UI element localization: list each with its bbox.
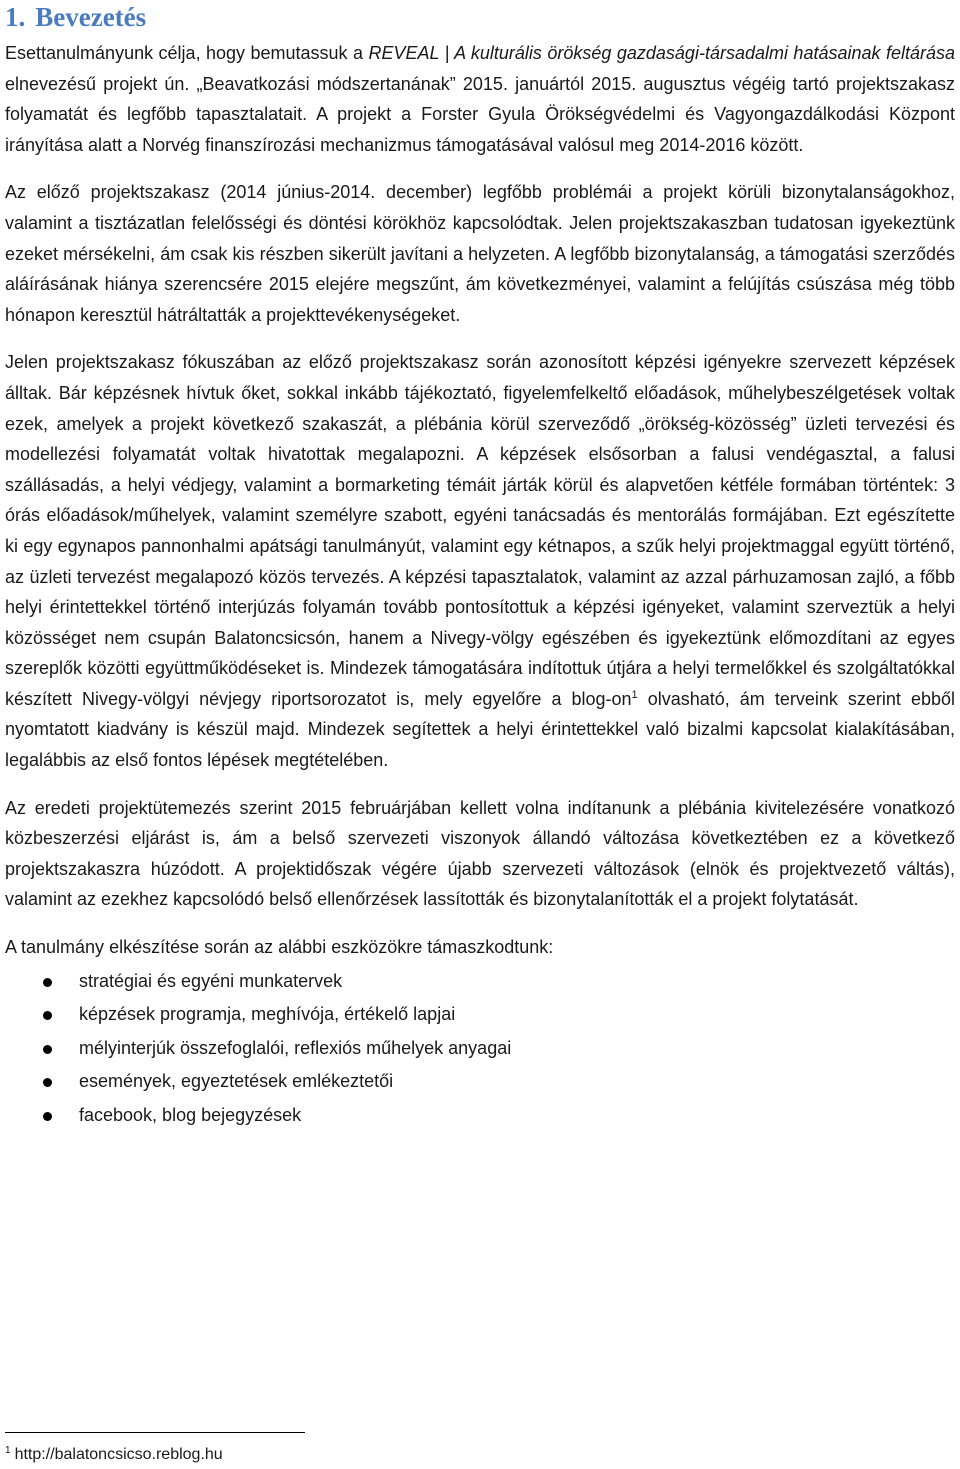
list-item-text: facebook, blog bejegyzések: [79, 1105, 302, 1125]
project-title-italic: REVEAL | A kulturális örökség gazdasági-társadalmi hatásainak feltárása: [368, 43, 955, 63]
paragraph-schedule: Az eredeti projektütemezés szerint 2015 februárjában kellett volna indítanunk a plébánia kivitelezésére vonatkozó közbeszerzési eljárást is, ám a belső szervezeti viszonyok állandó változása következtében ez a következő projektszakaszra húzódott. A projektidőszak végére újabb szervezeti változások (elnök és projektvezető váltás), valamint az ezekhez kapcsolódó belső ellenőrzések lassították és bizonytalanították el a projekt folytatását.: [5, 797, 955, 910]
paragraph-purpose-text-b: elnevezésű projekt ún. „Beavatkozási módszertanának” 2015. januártól 2015. augusztus végéig tartó projektszakasz folyamatát és legfőbb tapasztalatait. A projekt a Forster Gyula Örökségvédelmi és Vagyongazdálkodási Központ irányítása alatt a Norvég finanszírozási mechanizmus támogatásával valósul meg 2014-2016 között.: [5, 73, 955, 155]
tools-list: [5, 965, 955, 1133]
bullet-icon: [43, 1078, 52, 1087]
bullet-icon: [43, 1011, 52, 1020]
list-item: [5, 1065, 955, 1099]
footnote: [5, 1444, 223, 1466]
footnote-link[interactable]: http://balatoncsicso.reblog.hu: [14, 1446, 223, 1463]
section-number: 1.: [5, 2, 26, 32]
list-item: [5, 998, 955, 1032]
footnote-reference: 1: [631, 688, 638, 701]
paragraph-purpose: [5, 38, 955, 160]
bullet-icon: [43, 978, 52, 987]
paragraph-trainings-text-a: Jelen projektszakasz fókuszában az előző projektszakasz során azonosított képzési igényekre szervezett képzések álltak. Bár képzésnek hívtuk őket, sokkal inkább tájékoztató, figyelemfelkeltő előadások, műhelybeszélgetések voltak ezek, amelyek a projekt következő szakaszát, a plébánia körül szerveződő „örökség-közösség” üzleti tervezési és modellezési folyamatát voltak hivatottak megalapozni. A képzések elsősorban a falusi vendégasztal, a falusi szállásadás, a helyi védjegy, valamint a bormarketing témáit járták körül és alapvetően kétféle formában történtek: 3 órás előadások/műhelyek, valamint személyre szabott, egyéni tanácsadás és mentorálás formájában. Ezt egészítette ki egy egynapos pannonhalmi apátsági tanulmányút, valamint egy kétnapos, a szűk helyi projektmaggal együtt történő, az üzleti tervezést megalapozó közös tervezés. A képzési tapasztalatok, valamint az azzal párhuzamosan zajló, a főbb helyi érintettekkel történő interjúzás folyamán tovább pontosítottuk a képzési igényeket, valamint szerveztük a helyi közösséget nem csupán Balatoncsicsón, hanem a Nivegy-völgy egészében és igyekeztünk előmozdítani az egyes szereplők közötti együttműködéseket is. Mindezek támogatására indítottuk útjára a helyi termelőkkel és szolgáltatókkal készített Nivegy-völgyi névjegy riportsorozatot is, mely egyelőre a blog-on: [5, 352, 955, 709]
section-heading: [5, 0, 955, 38]
list-item: [5, 1099, 955, 1133]
footnote-divider: [5, 1432, 305, 1433]
bullet-icon: [43, 1112, 52, 1121]
paragraph-trainings-text-b: olvasható, ám terveink szerint ebből nyomtatott kiadvány is készül majd. Mindezek segítettek a helyi érintettekkel való bizalmi kapcsolat kialakításában, legalábbis az első fontos lépések megtételében.: [5, 688, 955, 771]
document-page: [5, 0, 955, 1133]
list-item-text: mélyinterjúk összefoglalói, reflexiós műhelyek anyagai: [79, 1037, 512, 1058]
list-item: [5, 965, 955, 999]
list-item-text: képzések programja, meghívója, értékelő lapjai: [79, 1004, 456, 1025]
footnote-number: 1: [5, 1445, 11, 1456]
paragraph-trainings: [5, 347, 955, 775]
list-item-text: stratégiai és egyéni munkatervek: [79, 970, 343, 991]
list-item: [5, 1032, 955, 1066]
list-item-text: események, egyeztetések emlékeztetői: [79, 1071, 394, 1092]
section-title: Bevezetés: [35, 2, 147, 32]
bullet-icon: [43, 1045, 52, 1054]
paragraph-previous-phase: Az előző projektszakasz (2014 június-2014. december) legfőbb problémái a projekt körüli bizonytalanságokhoz, valamint a tisztázatlan felelősségi és döntési körökhöz kapcsolódtak. Jelen projektszakaszban tudatosan igyekeztünk ezeket mérsékelni, ám csak kis részben sikerült javítani a helyzeten. A legfőbb bizonytalanság, a támogatási szerződés aláírásának hiánya szerencsére 2015 elejére megszűnt, ám következményei, valamint a felújítás csúszása még több hónapon keresztül hátráltatták a projekttevékenységeket.: [5, 182, 955, 325]
tools-intro: A tanulmány elkészítése során az alábbi eszközökre támaszkodtunk:: [5, 937, 554, 958]
paragraph-purpose-text-a: Esettanulmányunk célja, hogy bemutassuk a: [5, 43, 369, 63]
